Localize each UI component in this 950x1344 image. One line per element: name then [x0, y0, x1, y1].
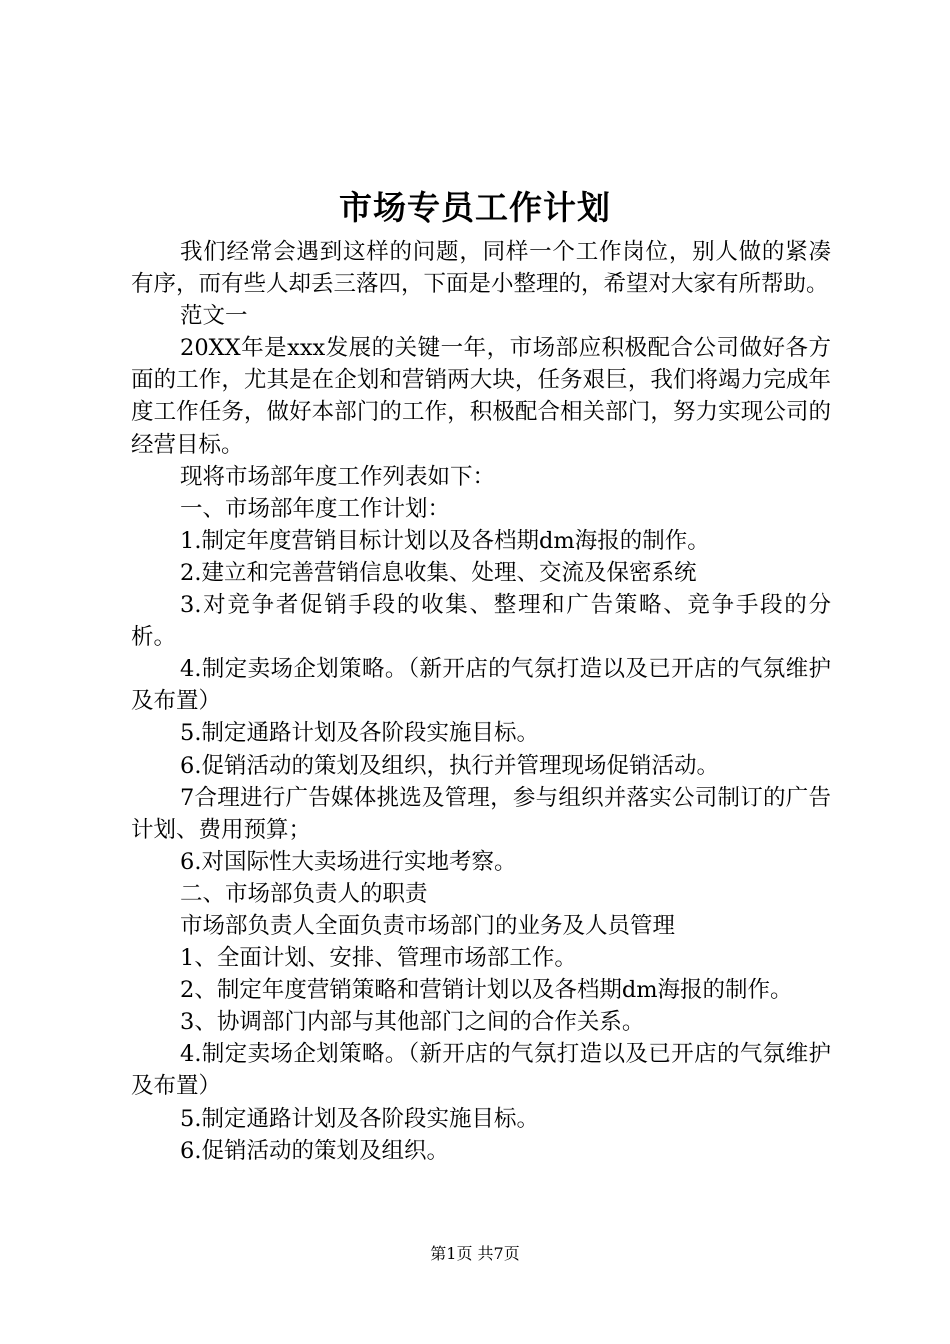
- document-body: [131, 236, 831, 1167]
- list-item: 4.制定卖场企划策略。（新开店的气氛打造以及已开店的气氛维护及布置）: [131, 656, 831, 715]
- list-item: 5.制定通路计划及各阶段实施目标。: [180, 1105, 539, 1132]
- paragraph-list-intro: 现将市场部年度工作列表如下：: [180, 463, 496, 490]
- section-heading-2: 二、市场部负责人的职责: [180, 880, 428, 907]
- paragraph-intro: 我们经常会遇到这样的问题，同样一个工作岗位，别人做的紧凑有序，而有些人却丢三落四，下面是小整理的，希望对大家有所帮助。: [131, 239, 831, 298]
- list-item: 1、全面计划、安排、管理市场部工作。: [180, 945, 577, 972]
- list-item: 6.促销活动的策划及组织，执行并管理现场促销活动。: [180, 752, 719, 779]
- list-item: 3、协调部门内部与其他部门之间的合作关系。: [180, 1009, 645, 1036]
- list-item: 1.制定年度营销目标计划以及各档期dm海报的制作。: [180, 527, 710, 554]
- list-item: 4.制定卖场企划策略。（新开店的气氛打造以及已开店的气氛维护及布置）: [131, 1041, 831, 1100]
- section-heading-1: 一、市场部年度工作计划：: [180, 495, 451, 522]
- paragraph-sample-heading: 范文一: [180, 303, 248, 330]
- document-title: 市场专员工作计划: [339, 188, 611, 227]
- list-item: 3.对竞争者促销手段的收集、整理和广告策略、竞争手段的分析。: [131, 592, 831, 651]
- list-item: 7合理进行广告媒体挑选及管理，参与组织并落实公司制订的广告计划、费用预算；: [131, 784, 831, 843]
- list-item: 5.制定通路计划及各阶段实施目标。: [180, 720, 539, 747]
- list-item: 2、制定年度营销策略和营销计划以及各档期dm海报的制作。: [180, 977, 793, 1004]
- paragraph-overview: 20XX年是xxx发展的关键一年，市场部应积极配合公司做好各方面的工作，尤其是在企划和营销两大块，任务艰巨，我们将竭力完成年度工作任务，做好本部门的工作，积极配合相关部门，努力实现公司的经营目标。: [131, 335, 831, 458]
- list-item: 6.对国际性大卖场进行实地考察。: [180, 848, 517, 875]
- page-number-footer: 第1页 共7页: [430, 1244, 520, 1263]
- paragraph-responsibility: 市场部负责人全面负责市场部门的业务及人员管理: [180, 912, 676, 939]
- list-item: 6.促销活动的策划及组织。: [180, 1137, 449, 1164]
- list-item: 2.建立和完善营销信息收集、处理、交流及保密系统: [180, 559, 697, 586]
